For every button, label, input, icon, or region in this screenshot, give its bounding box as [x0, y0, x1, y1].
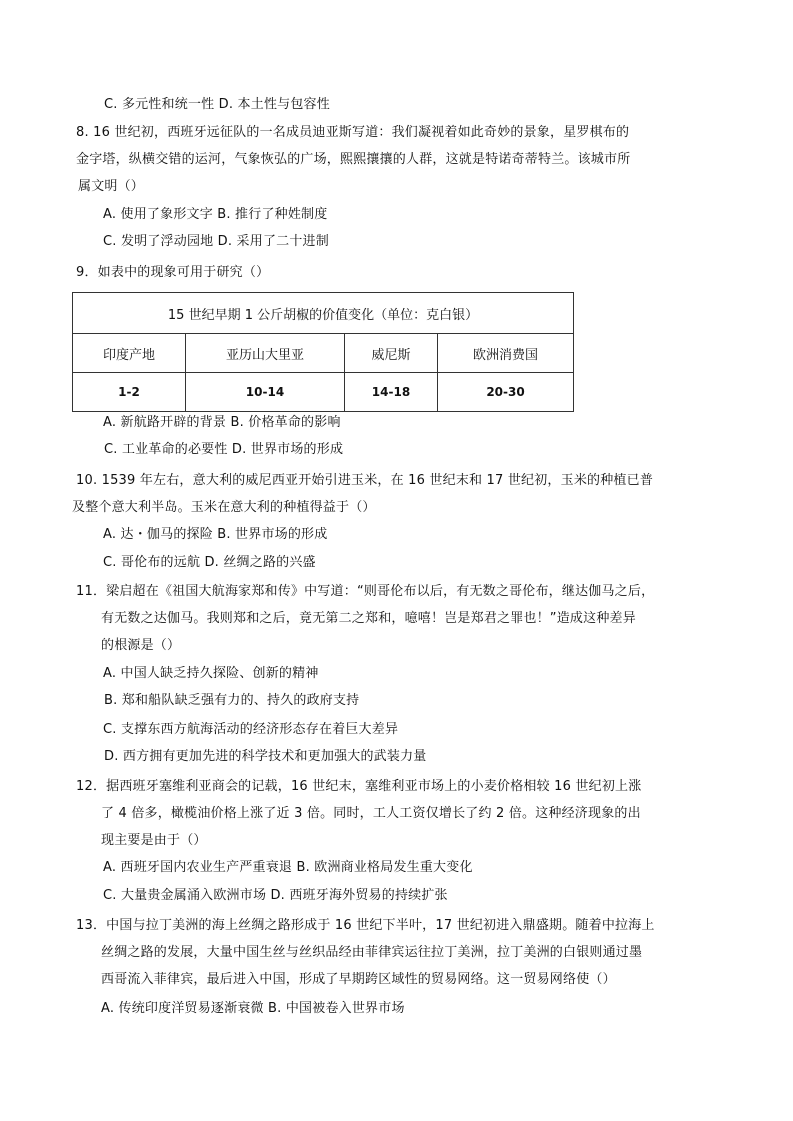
q13-options-ab: A. 传统印度洋贸易逐渐衰微 B. 中国被卷入世界市场: [101, 1001, 405, 1016]
q11-option-c: C. 支撑东西方航海活动的经济形态存在着巨大差异: [103, 722, 399, 737]
q9-stem: 9．如表中的现象可用于研究（）: [76, 265, 270, 280]
table-cell: 14-18: [345, 373, 438, 412]
table-header: 欧洲消费国: [438, 334, 574, 373]
q13-stem-line1: 13．中国与拉丁美洲的海上丝绸之路形成于 16 世纪下半叶，17 世纪初进入鼎盛期。随着中拉海上: [76, 918, 655, 933]
q12-options-ab: A. 西班牙国内农业生产严重衰退 B. 欧洲商业格局发生重大变化: [103, 860, 473, 875]
q10-options-ab: A. 达・伽马的探险 B. 世界市场的形成: [103, 527, 328, 542]
q11-stem-line1: 11．梁启超在《祖国大航海家郑和传》中写道：“则哥伦布以后，有无数之哥伦布，继达伽马之后，: [76, 584, 655, 599]
q12-stem-line3: 现主要是由于（）: [101, 833, 207, 848]
table-header: 威尼斯: [345, 334, 438, 373]
q9-options-ab: A. 新航路开辟的背景 B. 价格革命的影响: [103, 415, 341, 430]
q12-stem-line1: 12．据西班牙塞维利亚商会的记载，16 世纪末，塞维利亚市场上的小麦价格相较 16 世纪初上涨: [76, 779, 642, 794]
table-header: 亚历山大里亚: [186, 334, 345, 373]
q11-option-a: A. 中国人缺乏持久探险、创新的精神: [103, 666, 319, 681]
q12-options-cd: C. 大量贵金属涌入欧洲市场 D. 西班牙海外贸易的持续扩张: [103, 888, 448, 903]
q8-options-ab: A. 使用了象形文字 B. 推行了种姓制度: [103, 207, 328, 222]
q12-stem-line2: 了 4 倍多，橄榄油价格上涨了近 3 倍。同时，工人工资仅增长了约 2 倍。这种经济现象的出: [101, 806, 641, 821]
pepper-price-table: [72, 292, 574, 412]
q10-stem-line2: 及整个意大利半岛。玉米在意大利的种植得益于（）: [72, 500, 376, 515]
q11-option-b: B. 郑和船队缺乏强有力的、持久的政府支持: [104, 693, 360, 708]
q8-options-cd: C. 发明了浮动园地 D. 采用了二十进制: [103, 234, 329, 249]
table-cell: 10-14: [186, 373, 345, 412]
q8-stem-line2: 金字塔，纵横交错的运河，气象恢弘的广场，熙熙攘攘的人群，这就是特诺奇蒂特兰。该城市所: [76, 152, 631, 167]
q11-option-d: D. 西方拥有更加先进的科学技术和更加强大的武装力量: [104, 749, 427, 764]
q11-stem-line3: 的根源是（）: [101, 638, 181, 653]
q10-stem-line1: 10. 1539 年左右，意大利的威尼西亚开始引进玉米，在 16 世纪末和 17 世纪初，玉米的种植已普: [76, 473, 654, 488]
q9-options-cd: C. 工业革命的必要性 D. 世界市场的形成: [104, 442, 344, 457]
table-cell: 20-30: [438, 373, 574, 412]
q13-stem-line3: 西哥流入菲律宾，最后进入中国，形成了早期跨区域性的贸易网络。这一贸易网络使（）: [101, 972, 616, 987]
table-header: 印度产地: [73, 334, 186, 373]
q8-stem-line3: 属文明（）: [78, 179, 145, 194]
q10-options-cd: C. 哥伦布的远航 D. 丝绸之路的兴盛: [103, 555, 316, 570]
q11-stem-line2: 有无数之达伽马。我则郑和之后，竟无第二之郑和，噫嘻！岂是郑君之罪也！”造成这种差异: [101, 611, 636, 626]
table-title: 15 世纪早期 1 公斤胡椒的价值变化（单位：克白银）: [73, 293, 574, 334]
q13-stem-line2: 丝绸之路的发展，大量中国生丝与丝织品经由菲律宾运往拉丁美洲，拉丁美洲的白银则通过墨: [101, 945, 643, 960]
q7-options-cd: C. 多元性和统一性 D. 本土性与包容性: [104, 97, 330, 112]
q8-stem-line1: 8. 16 世纪初，西班牙远征队的一名成员迪亚斯写道：我们凝视着如此奇妙的景象，星罗棋布的: [76, 125, 630, 140]
table-cell: 1-2: [73, 373, 186, 412]
